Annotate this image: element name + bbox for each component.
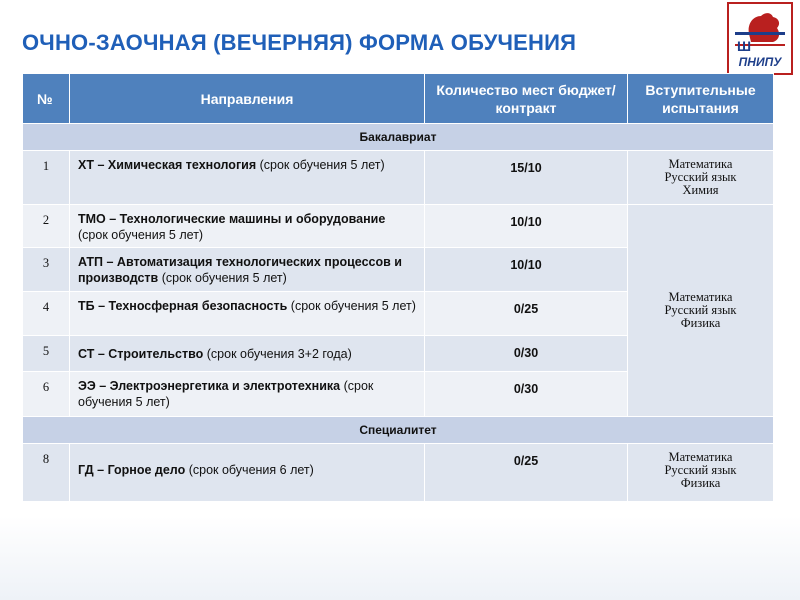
programs-table bbox=[22, 73, 774, 502]
row-places: 0/30 bbox=[425, 372, 628, 417]
row-direction bbox=[70, 444, 425, 502]
row-number: 5 bbox=[23, 336, 70, 372]
exam-subject: Русский язык bbox=[664, 170, 737, 184]
direction-name: ХТ – Химическая технология bbox=[78, 158, 257, 172]
row-places: 15/10 bbox=[425, 151, 628, 205]
direction-name: ЭЭ – Электроэнергетика и электротехника bbox=[78, 379, 341, 393]
direction-term: (срок обучения 5 лет) bbox=[158, 271, 287, 285]
table-header-row bbox=[23, 74, 774, 124]
direction-name: ГД – Горное дело bbox=[78, 463, 186, 477]
row-number: 3 bbox=[23, 248, 70, 292]
logo-glyph: Ш bbox=[737, 38, 752, 54]
row-direction bbox=[70, 248, 425, 292]
direction-term: (срок обучения 3+2 года) bbox=[203, 347, 352, 361]
section-row-bachelor bbox=[23, 124, 774, 151]
direction-term: (срок обучения 5 лет) bbox=[78, 228, 204, 242]
direction-name: ТМО – Технологические машины и оборудование bbox=[78, 212, 386, 226]
table-row bbox=[23, 151, 774, 205]
section-title: Бакалавриат bbox=[23, 124, 774, 151]
exam-subject: Химия bbox=[682, 183, 719, 197]
row-places: 10/10 bbox=[425, 205, 628, 248]
table-row bbox=[23, 205, 774, 248]
row-direction bbox=[70, 151, 425, 205]
row-direction bbox=[70, 292, 425, 336]
exam-subject: Математика bbox=[668, 289, 733, 304]
table-row bbox=[23, 444, 774, 502]
page-title: ОЧНО-ЗАОЧНАЯ (ВЕЧЕРНЯЯ) ФОРМА ОБУЧЕНИЯ bbox=[22, 30, 577, 55]
direction-term: (срок обучения 6 лет) bbox=[185, 463, 314, 477]
direction-term: (срок обучения 5 лет) bbox=[256, 158, 385, 172]
direction-name: ТБ – Техносферная безопасность bbox=[78, 299, 288, 313]
exam-subject: Физика bbox=[680, 315, 721, 330]
exam-subject: Русский язык bbox=[664, 302, 737, 317]
direction-name: СТ – Строительство bbox=[78, 347, 204, 361]
row-places: 0/25 bbox=[425, 444, 628, 502]
row-direction bbox=[70, 336, 425, 372]
row-exams-shared bbox=[628, 205, 774, 417]
row-number: 8 bbox=[23, 444, 70, 502]
header-num: № bbox=[23, 74, 70, 124]
exam-subject: Математика bbox=[668, 450, 733, 464]
university-logo bbox=[727, 2, 793, 75]
section-row-specialist bbox=[23, 417, 774, 444]
row-direction bbox=[70, 205, 425, 248]
row-exams bbox=[628, 444, 774, 502]
row-places: 10/10 bbox=[425, 248, 628, 292]
row-number: 1 bbox=[23, 151, 70, 205]
row-number: 4 bbox=[23, 292, 70, 336]
direction-term: (срок обучения 5 лет) bbox=[287, 299, 416, 313]
row-number: 6 bbox=[23, 372, 70, 417]
row-exams bbox=[628, 151, 774, 205]
header-places: Количество мест бюджет/контракт bbox=[425, 74, 628, 124]
section-title: Специалитет bbox=[23, 417, 774, 444]
row-number: 2 bbox=[23, 205, 70, 248]
direction-term: (срок обучения 5 лет) bbox=[78, 379, 374, 409]
row-places: 0/30 bbox=[425, 336, 628, 372]
row-direction bbox=[70, 372, 425, 417]
exam-subject: Математика bbox=[668, 157, 733, 171]
direction-name: АТП – Автоматизация технологических процессов и производств bbox=[78, 255, 402, 285]
header-direction: Направления bbox=[70, 74, 425, 124]
exam-subject: Русский язык bbox=[664, 463, 737, 477]
row-places: 0/25 bbox=[425, 292, 628, 336]
logo-text: ПНИПУ bbox=[738, 55, 782, 69]
exam-subject: Физика bbox=[680, 476, 721, 490]
header-exams: Вступительные испытания bbox=[628, 74, 774, 124]
